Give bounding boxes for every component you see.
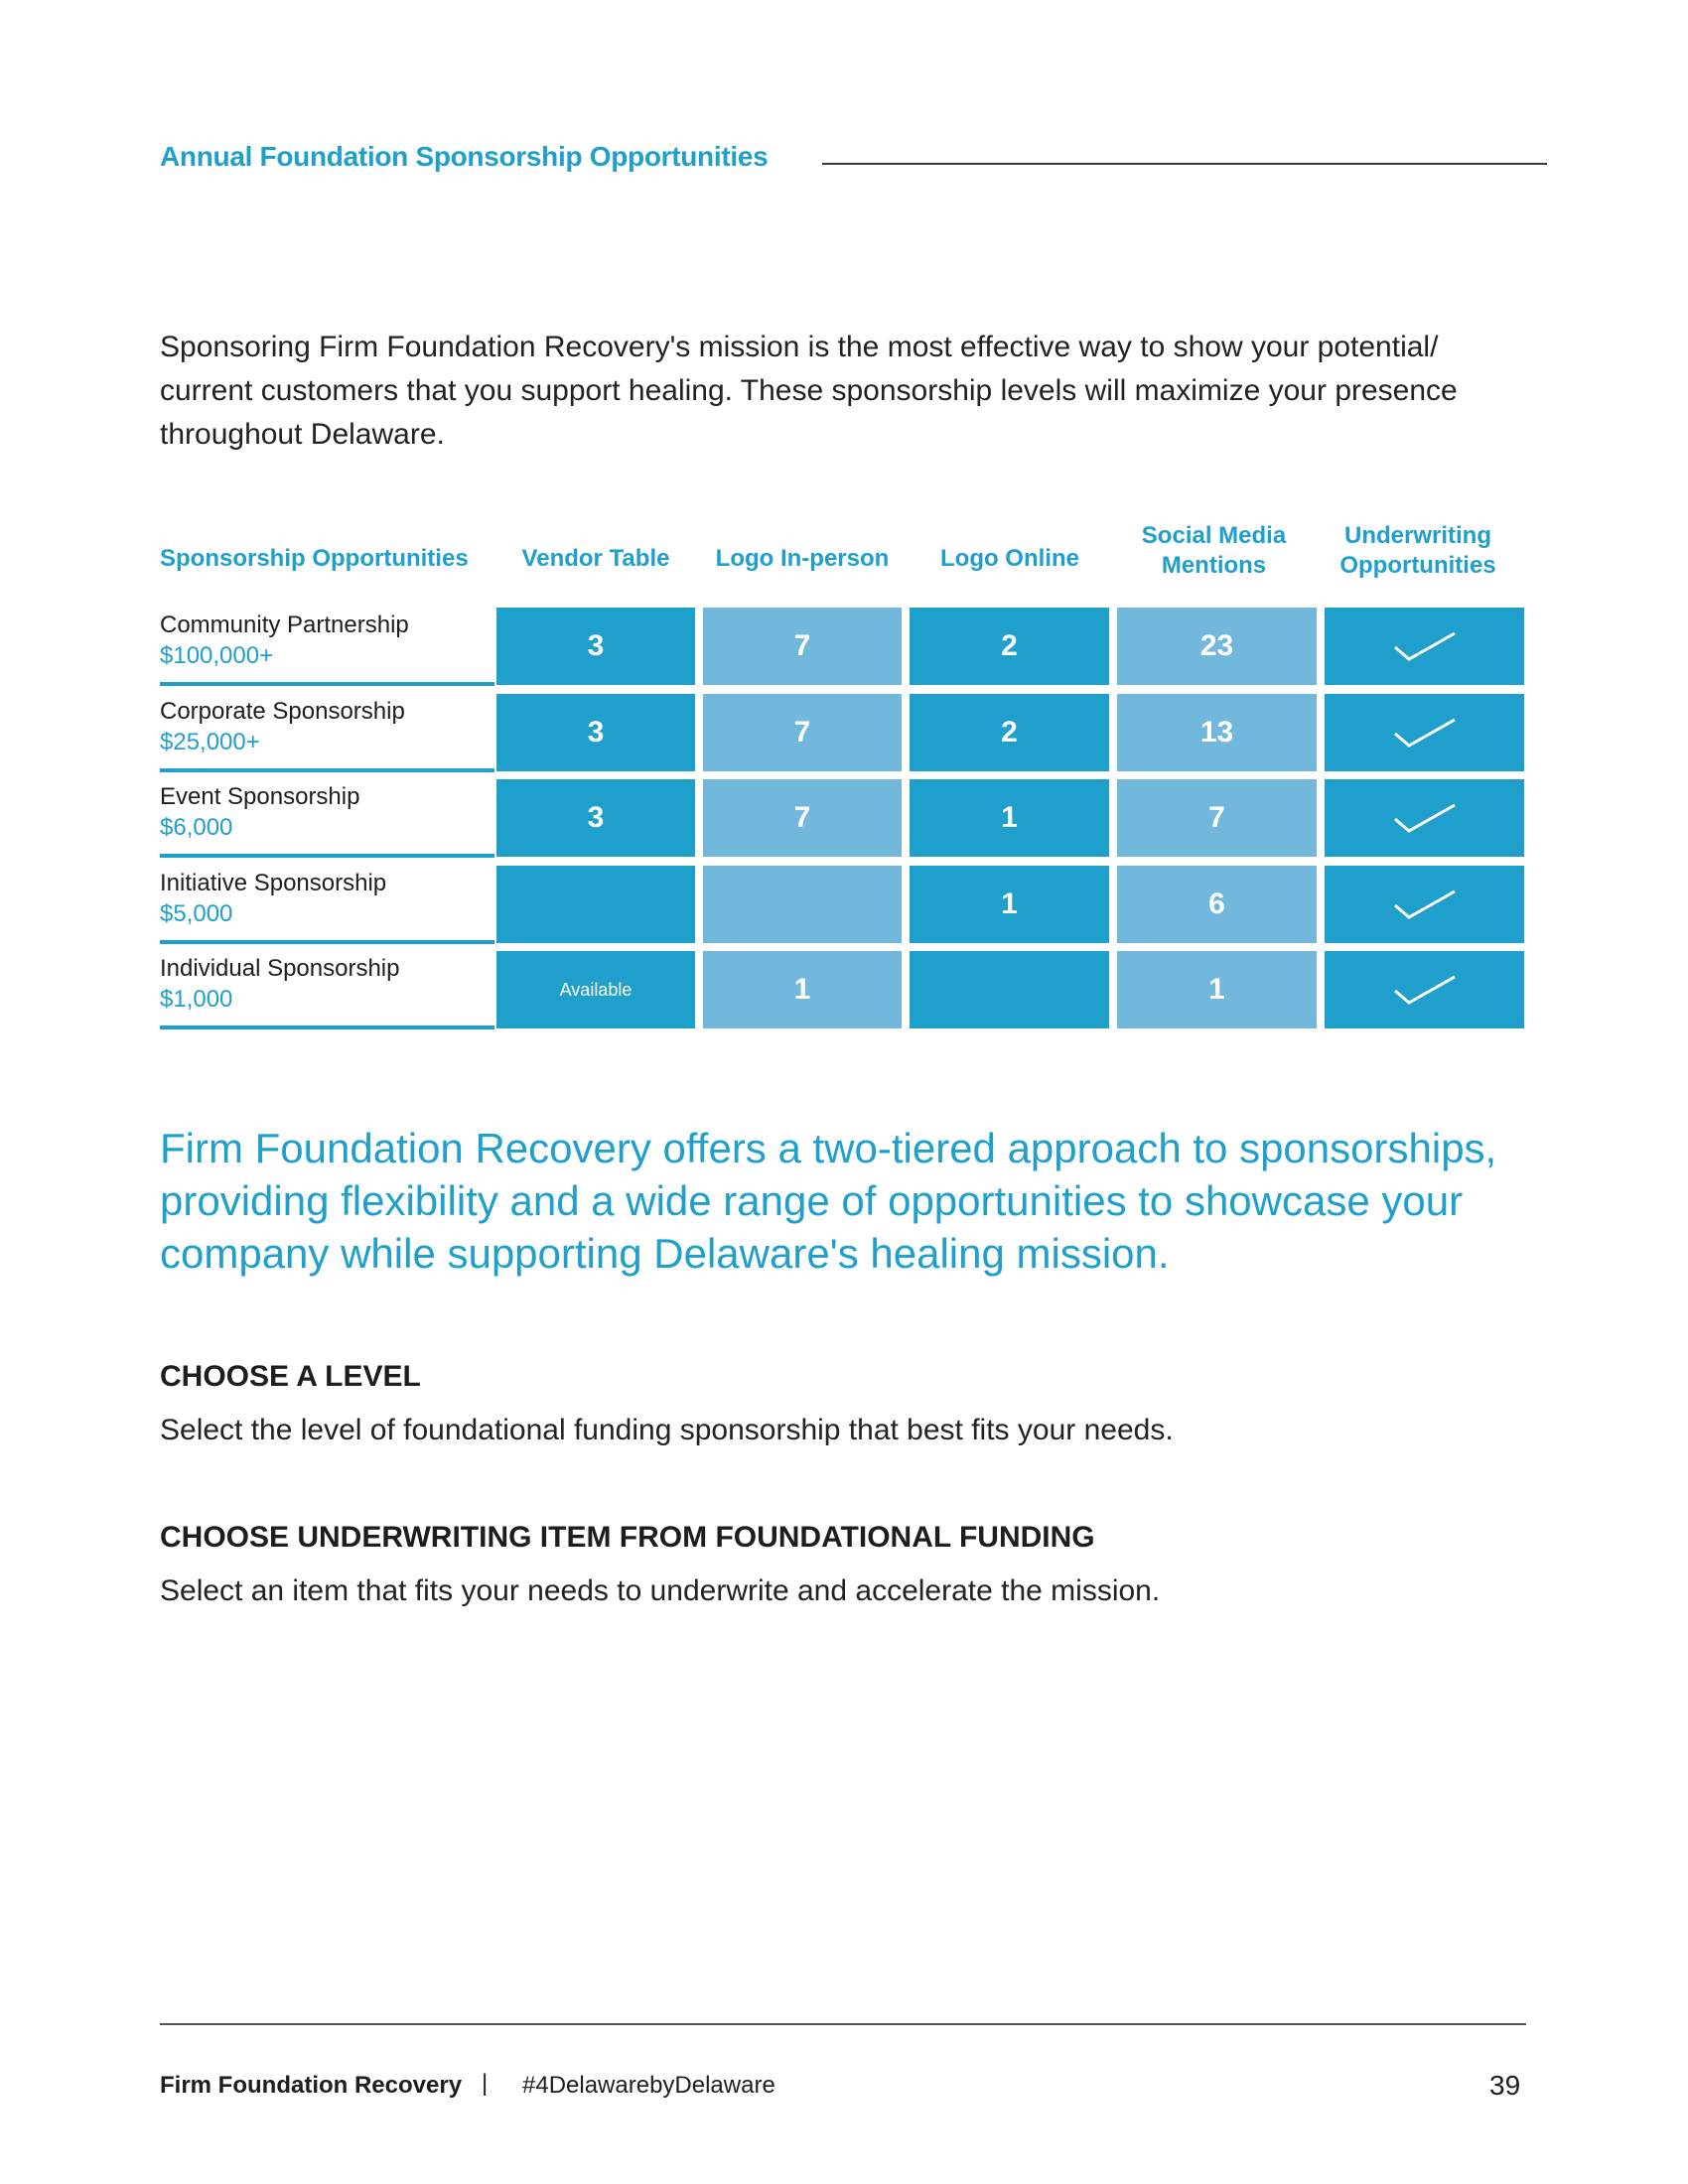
footer-hashtag: #4DelawarebyDelaware: [522, 2072, 775, 2099]
row-name: Corporate Sponsorship: [160, 698, 405, 725]
col-head-underwriting: Underwriting Opportunities: [1339, 522, 1496, 579]
cell-vendor-table: 3: [496, 694, 695, 771]
row-name: Individual Sponsorship: [160, 955, 400, 982]
row-label: [160, 606, 494, 686]
footer-rule: [160, 2023, 1526, 2025]
cell-logo-in-person: [703, 866, 902, 943]
row-label: [160, 864, 494, 944]
cell-logo-online: 1: [910, 779, 1109, 857]
page-number: 39: [1489, 2070, 1521, 2101]
cell-logo-online: [910, 951, 1109, 1028]
footer-separator: |: [482, 2070, 489, 2097]
cell-underwriting: [1325, 866, 1524, 943]
col-head-social-media: Social Media Mentions: [1141, 522, 1287, 579]
row-price: $5,000: [160, 900, 233, 927]
row-label: [160, 949, 494, 1029]
cell-vendor-table: 3: [496, 779, 695, 857]
cell-underwriting: [1325, 608, 1524, 685]
footer-org-name: Firm Foundation Recovery: [160, 2072, 463, 2099]
col-head-logo-online: Logo Online: [940, 545, 1079, 572]
cell-logo-online: 1: [910, 866, 1109, 943]
check-icon: [1393, 973, 1457, 1007]
cell-underwriting: [1325, 694, 1524, 771]
row-price: $25,000+: [160, 729, 260, 755]
check-icon: [1393, 629, 1457, 663]
cell-social-media: 23: [1117, 608, 1317, 685]
cell-underwriting: [1325, 951, 1524, 1028]
check-icon: [1393, 887, 1457, 921]
section-body-choose-underwriting: Select an item that fits your needs to underwrite and accelerate the mission.: [160, 1574, 1161, 1607]
cell-logo-in-person: 7: [703, 608, 902, 685]
col-head-vendor-table: Vendor Table: [521, 545, 670, 572]
check-icon: [1393, 716, 1457, 750]
section-body-choose-level: Select the level of foundational funding sponsorship that best fits your needs.: [160, 1414, 1174, 1446]
intro-paragraph: Sponsoring Firm Foundation Recovery's mission is the most effective way to show your potential/ current customers that you support healing. These sponsorship levels will maximize your presence throughout Delaware.: [160, 331, 1458, 451]
highlight-statement: Firm Foundation Recovery offers a two-tiered approach to sponsorships, providing flexibility and a wide range of opportunities to showcase your company while supporting Delaware's healing mission.: [160, 1125, 1497, 1277]
row-price: $1,000: [160, 986, 233, 1013]
cell-logo-online: 2: [910, 694, 1109, 771]
page-header-title: Annual Foundation Sponsorship Opportunities: [160, 141, 769, 172]
header-rule: [822, 163, 1547, 165]
row-label: [160, 692, 494, 772]
row-name: Event Sponsorship: [160, 783, 360, 810]
row-label: [160, 777, 494, 858]
cell-underwriting: [1325, 779, 1524, 857]
col-head-logo-in-person: Logo In-person: [715, 545, 890, 572]
cell-vendor-table: [496, 866, 695, 943]
cell-logo-online: 2: [910, 608, 1109, 685]
section-heading-choose-level: CHOOSE A LEVEL: [160, 1360, 421, 1393]
cell-vendor-table: Available: [496, 951, 695, 1028]
cell-social-media: 6: [1117, 866, 1317, 943]
row-name: Community Partnership: [160, 612, 409, 638]
cell-logo-in-person: 7: [703, 779, 902, 857]
col-head-opportunities: Sponsorship Opportunities: [160, 545, 469, 572]
row-price: $100,000+: [160, 642, 274, 669]
cell-social-media: 7: [1117, 779, 1317, 857]
cell-logo-in-person: 1: [703, 951, 902, 1028]
row-name: Initiative Sponsorship: [160, 870, 387, 896]
row-price: $6,000: [160, 814, 233, 841]
cell-social-media: 1: [1117, 951, 1317, 1028]
cell-social-media: 13: [1117, 694, 1317, 771]
cell-vendor-table: 3: [496, 608, 695, 685]
cell-logo-in-person: 7: [703, 694, 902, 771]
check-icon: [1393, 801, 1457, 835]
section-heading-choose-underwriting: CHOOSE UNDERWRITING ITEM FROM FOUNDATIONAL FUNDING: [160, 1521, 1095, 1554]
